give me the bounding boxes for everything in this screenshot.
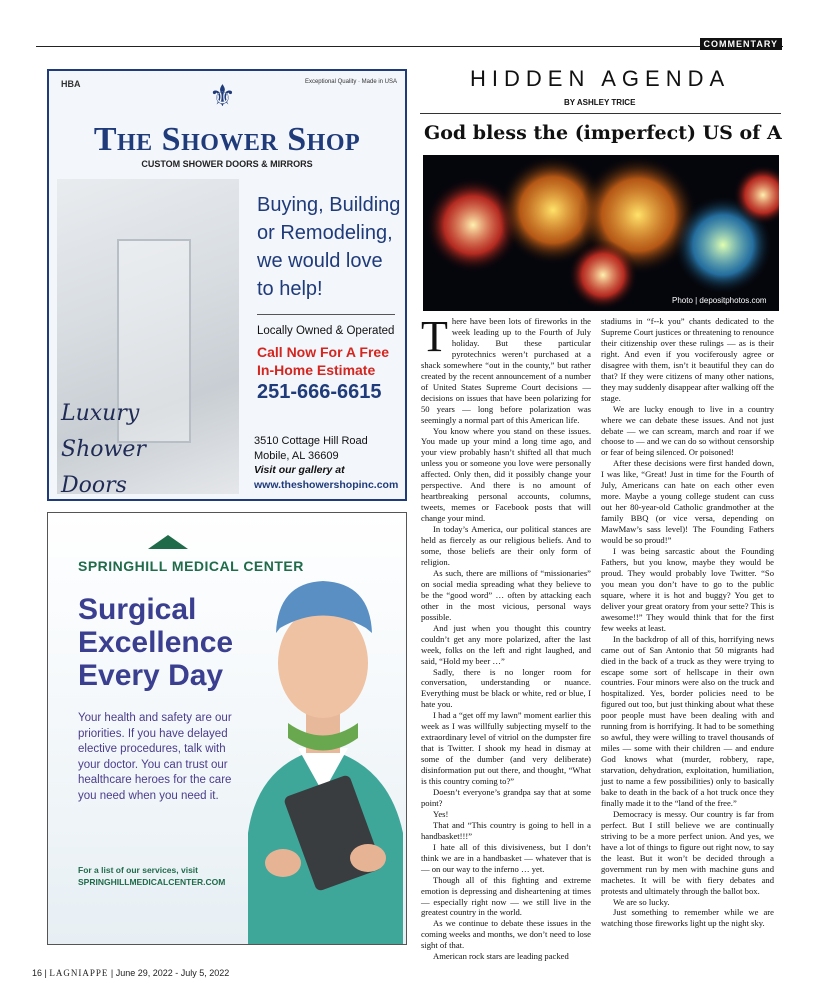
paragraph: We are lucky enough to live in a country where we can debate these issues. And not just debate — we can scream, march and roar if we choose to — and we can do so without censorship or fear of being silenced. Or poisoned! bbox=[601, 403, 774, 458]
paragraph-text: here have been lots of fireworks in the week leading up to the Fourth of July holiday. But these particular pyrotechnics weren’t purchased at a shack somewhere “out in the county,” but rather created by the recent announcement of a number of United States Supreme Court decisions — decisions on issues that have been polarizing for 50 years — long before polarization was seemingly a normal part of this American life. bbox=[421, 316, 591, 425]
paragraph: American rock stars are leading packed bbox=[433, 951, 569, 962]
paragraph: I hate all of this divisiveness, but I don’t think we are in a handbasket — whatever that is — on our way to the inferno … yet. bbox=[421, 841, 591, 874]
paragraph: Though all of this fighting and extreme emotion is depressing and disheartening at times — especially right now — we still live in the greatest country in the world. bbox=[421, 874, 591, 918]
paragraph: As we continue to debate these issues in the coming weeks and months, we don’t need to lose sight of that. bbox=[421, 918, 591, 951]
paragraph: Doesn’t everyone’s grandpa say that at some point? bbox=[421, 786, 591, 808]
headline: God bless the (imperfect) US of A bbox=[424, 122, 782, 144]
address-line-1: 3510 Cottage Hill Road bbox=[254, 435, 368, 447]
column-kicker: HIDDEN AGENDA bbox=[470, 66, 731, 91]
paragraph: Democracy is messy. Our country is far from perfect. But I still believe we are continually striving to be a more perfect union. And yes, we have a lot of things to figure out right now, to say the least. But it won’t be decided through a government run by men with machine guns and machetes. It will be with fiery debates and protests and ultimately through the ballot box. bbox=[601, 808, 774, 896]
top-rule bbox=[36, 46, 783, 47]
magazine-name: LAGNIAPPE bbox=[49, 968, 109, 978]
address bbox=[254, 434, 368, 464]
fireworks-photo bbox=[423, 155, 779, 311]
ad-website-link[interactable]: SPRINGHILLMEDICALCENTER.COM bbox=[78, 877, 226, 887]
hba-logo: HBA bbox=[61, 79, 81, 89]
paragraph: Just something to remember while we are watching those fireworks light up the night sky. bbox=[601, 907, 774, 929]
paragraph: And just when you thought this country couldn’t get any more polarized, after the last week, folks on the left and right laughed, and said, “Hold my beer …” bbox=[421, 622, 591, 666]
gallery-text: Visit our gallery at bbox=[254, 464, 345, 476]
paragraph: Yes! bbox=[433, 808, 449, 819]
paragraph: After these decisions were first handed down, I was like, “Great! Just in time for the Fourth of July, Americans can hate on each other even more. Maybe a young college student can cuss out her 80-year-old Catholic grandmother at the family BBQ (or vice versa, depending on MawMaw’s sass level)! The Founding Fathers would be so proud!” bbox=[601, 458, 774, 546]
ad-title: The Shower Shop bbox=[93, 121, 361, 158]
ad-tagline: Surgical Excellence Every Day bbox=[78, 593, 234, 692]
phone-number[interactable]: 251-666-6615 bbox=[257, 381, 382, 403]
paragraph: stadiums in “f--k you” chants dedicated to the Supreme Court justices or threatening to renounce their citizenship over these rulings — as is their right. And even if you vociferously agree or disagree with them, isn’t it beautiful they can do that? If they were citizens of many other nations, they may suddenly disappear after walking off the stage. bbox=[601, 316, 774, 403]
address-line-2: Mobile, AL 36609 bbox=[254, 450, 339, 462]
paragraph bbox=[421, 312, 591, 426]
shower-shop-ad[interactable] bbox=[47, 69, 407, 501]
headline-rule bbox=[420, 113, 781, 114]
ad-foot-text: For a list of our services, visit bbox=[78, 865, 198, 875]
org-name: SPRINGHILL MEDICAL CENTER bbox=[78, 558, 304, 574]
article-column-1 bbox=[421, 312, 591, 962]
paragraph: I had a “get off my lawn” moment earlier this week as I was willfully subjecting myself to the extraordinary level of vitriol on the dumpster fire that is Twitter. I shook my head in dismay at some of the dumber (and very deliberate) disinformation put out there, and thought, “What is this country coming to?” bbox=[421, 710, 591, 787]
springhill-ad[interactable] bbox=[47, 512, 407, 945]
paragraph: That and “This country is going to hell in a handbasket!!!” bbox=[421, 819, 591, 841]
paragraph: Sadly, there is no longer room for conversation, understanding or nuance. Everything must be black or white, red or blue, I hate you. bbox=[421, 666, 591, 710]
ad-body: Your health and safety are our priorities. If you have delayed elective procedures, talk with your doctor. You can trust our healthcare heroes for the care you need when you need it. bbox=[78, 712, 232, 802]
ad-separator bbox=[257, 314, 395, 315]
made-in-usa-badge: Exceptional Quality · Made in USA bbox=[304, 79, 397, 85]
ad-subtitle: CUSTOM SHOWER DOORS & MIRRORS bbox=[141, 159, 313, 169]
drop-cap: T bbox=[421, 312, 448, 361]
script-line-3: Doors bbox=[61, 473, 127, 498]
byline: BY ASHLEY TRICE bbox=[564, 98, 636, 107]
ad-headline: Buying, Building or Remodeling, we would love to help! bbox=[257, 194, 401, 300]
script-line-1: Luxury bbox=[61, 401, 140, 426]
script-text bbox=[61, 396, 146, 501]
section-tag: COMMENTARY bbox=[700, 38, 783, 50]
hospital-roof-icon bbox=[148, 535, 188, 549]
website-link[interactable]: www.theshowershopinc.com bbox=[254, 479, 399, 491]
script-line-2: Shower bbox=[61, 437, 146, 462]
paragraph: In the backdrop of all of this, horrifying news came out of San Antonio that 50 migrants had died in the back of a truck as they were trying to escape some sort of hellscape in their own countries. Four minors were also on the truck and hospitalized. Yes, border policies need to be figured out too, but just thinking about what these poor people must have been dealing with and running from is horrifying. It had to be something so awful, they were willing to travel thousands of miles — some with their children — and endure God knows what (murder, robbery, rape, starvation, dehydration, exploitation, humiliation, just to name a few possibilities) only to basically bake to death in the back of a hot truck once they finally made it to the “land of the free.” bbox=[601, 633, 774, 808]
call-text: Call Now For A Free In-Home Estimate bbox=[257, 344, 389, 378]
owned-text: Locally Owned & Operated bbox=[257, 325, 395, 337]
paragraph: We are so lucky. bbox=[613, 896, 670, 907]
paragraph: I was being sarcastic about the Founding Fathers, but you know, maybe they would be proud. They would probably love Twitter. “So you mean you don’t have to go to the public square, where it is hot and buggy? You get to deliver your great oratory from your sette? This is awesome!!” They would think that for the first few weeks at least. bbox=[601, 546, 774, 633]
page-footer: 16 | LAGNIAPPE | June 29, 2022 - July 5, 2022 bbox=[32, 968, 230, 978]
surgeon-illustration bbox=[238, 533, 407, 945]
fleur-de-lis-icon: ⚜ bbox=[209, 80, 236, 113]
paragraph: As such, there are millions of “missionaries” on social media spreading what they believe to be the “good word” … often by attacking each other in the most vicious, personal ways possible. bbox=[421, 567, 591, 622]
page-number: 16 bbox=[32, 968, 43, 978]
fireworks-graphic bbox=[423, 155, 779, 311]
issue-date: June 29, 2022 - July 5, 2022 bbox=[115, 968, 230, 978]
photo-credit: Photo | depositphotos.com bbox=[672, 296, 767, 305]
paragraph: In today’s America, our political stances are held as fiercely as our religious beliefs. And to some, those beliefs are their only form of religion. bbox=[421, 524, 591, 567]
article-column-2 bbox=[601, 316, 774, 929]
paragraph: You know where you stand on these issues. You made up your mind a long time ago, and your view probably hasn’t shifted all that much unless you or someone you love were personally affected. Only then, did it possibly change your perspective. And there is no amount of heartbreaking personal accounts, columns, tweets, memes or Facebook posts that will change your mind. bbox=[421, 425, 591, 524]
